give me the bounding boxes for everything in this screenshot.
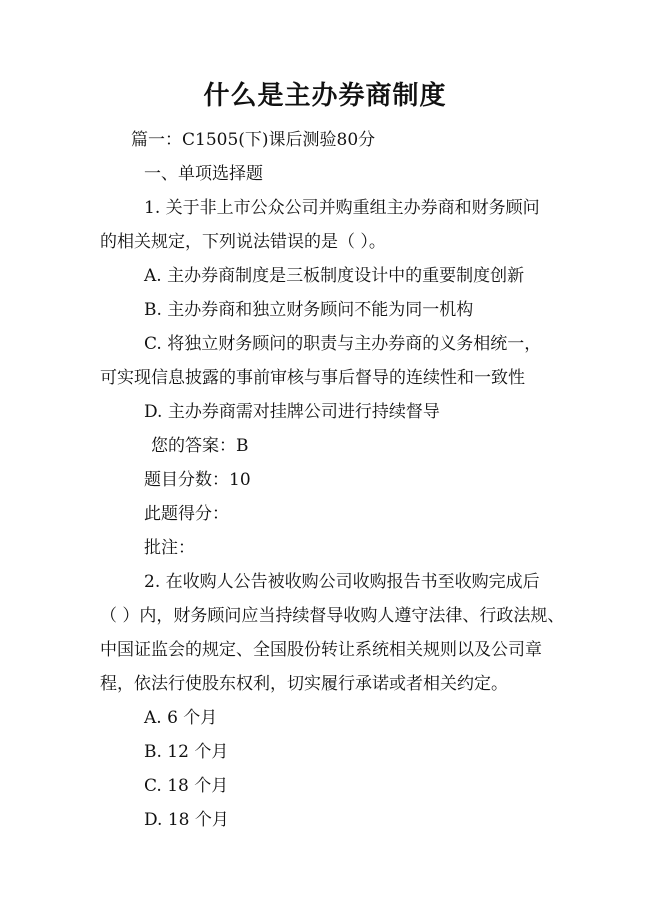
question-2-stem-line-2: （ ）内，财务顾问应当持续督导收购人遵守法律、行政法规、 [100, 606, 565, 626]
question-1-option-a: A. 主办券商制度是三板制度设计中的重要制度创新 [144, 266, 525, 286]
question-1-option-b: B. 主办券商和独立财务顾问不能为同一机构 [144, 300, 474, 320]
question-1-stem-line-1: 1. 关于非上市公众公司并购重组主办券商和财务顾问 [144, 198, 540, 218]
question-1-comment: 批注： [144, 538, 195, 558]
question-2-option-a: A. 6 个月 [144, 708, 218, 728]
document-subtitle: 篇一：C1505(下)课后测验80分 [131, 130, 376, 150]
question-2-option-c: C. 18 个月 [144, 776, 229, 796]
question-2-option-d: D. 18 个月 [144, 810, 229, 830]
question-1-option-d: D. 主办券商需对挂牌公司进行持续督导 [144, 402, 440, 422]
question-2-stem-line-4: 程，依法行使股东权利，切实履行承诺或者相关约定。 [100, 674, 508, 694]
question-1-option-c-line-1: C. 将独立财务顾问的职责与主办券商的义务相统一， [144, 334, 542, 354]
section-heading: 一、单项选择题 [144, 164, 263, 184]
question-2-stem-line-3: 中国证监会的规定、全国股份转让系统相关规则以及公司章 [100, 640, 542, 660]
question-2-stem-line-1: 2. 在收购人公告被收购公司收购报告书至收购完成后 [144, 572, 540, 592]
question-2-option-b: B. 12 个月 [144, 742, 229, 762]
question-1-option-c-line-2: 可实现信息披露的事前审核与事后督导的连续性和一致性 [100, 368, 525, 388]
question-1-your-answer: 您的答案：B [151, 436, 249, 456]
question-1-stem-line-2: 的相关规定，下列说法错误的是（ ）。 [100, 232, 386, 252]
page-title: 什么是主办券商制度 [203, 81, 447, 111]
question-1-score-obtained: 此题得分： [144, 504, 229, 524]
question-1-score: 题目分数：10 [144, 470, 251, 490]
